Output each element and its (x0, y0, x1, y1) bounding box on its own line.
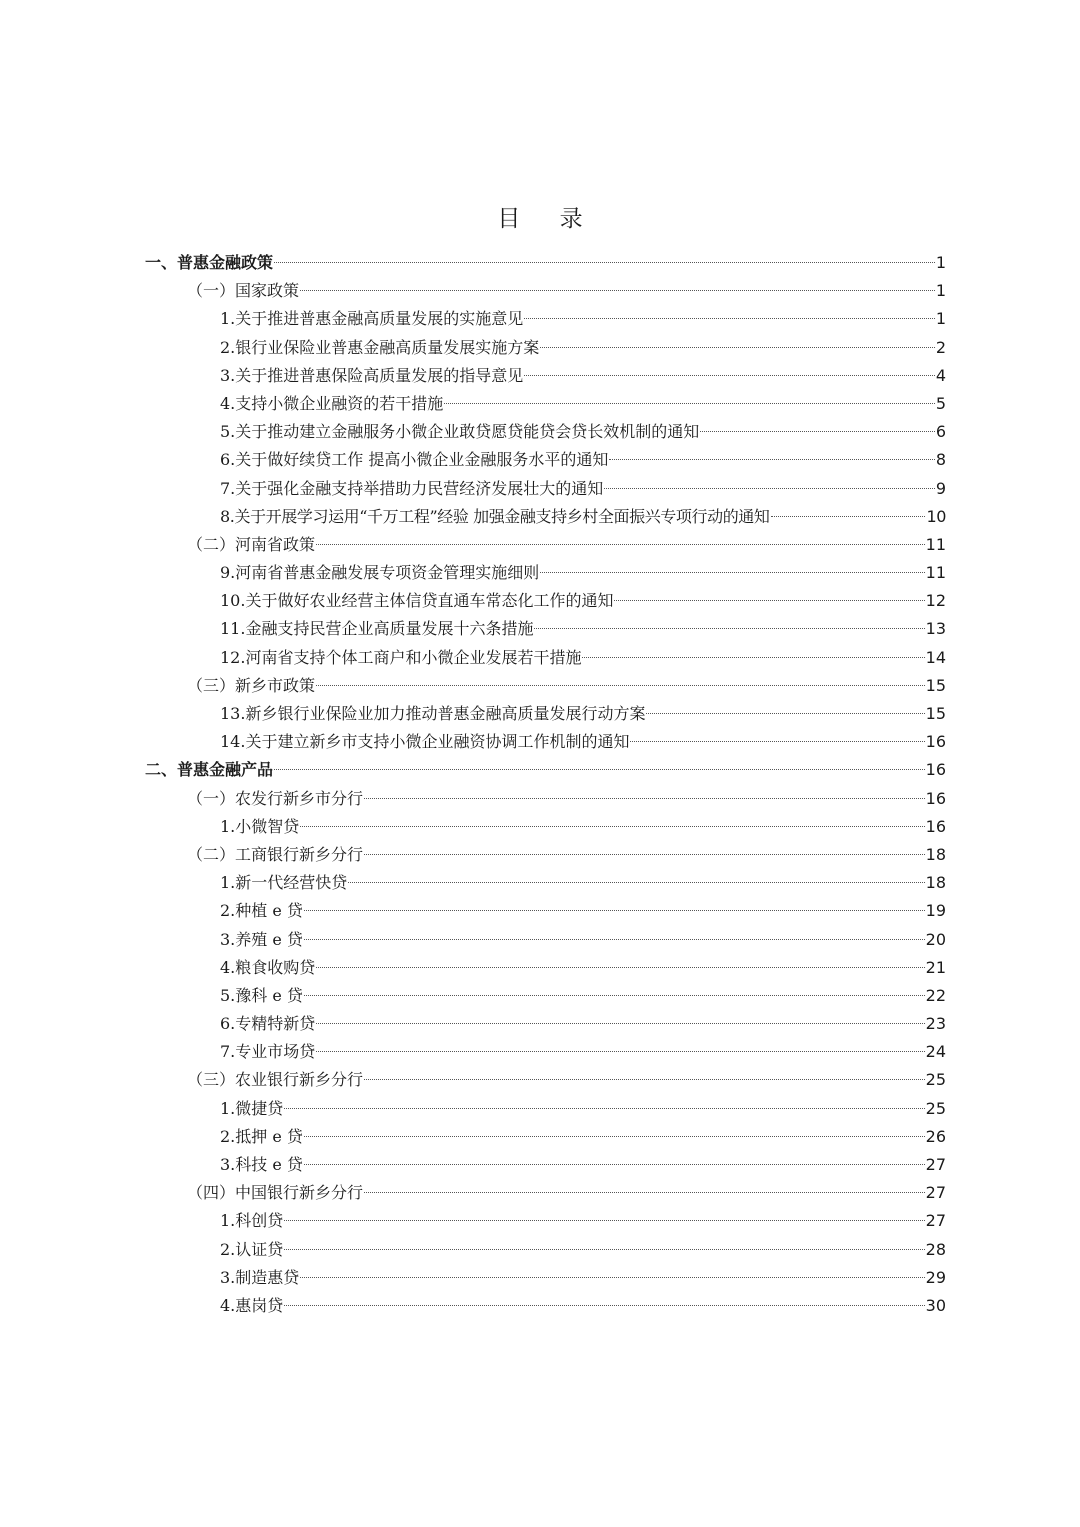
dot-leader (540, 572, 924, 573)
toc-chapter-entry[interactable] (0, 249, 1080, 277)
toc-page-number: 2 (935, 337, 946, 357)
dot-leader (300, 826, 924, 827)
toc-entry-title: 3.制造惠贷 (220, 1267, 300, 1287)
toc-page-number: 23 (925, 1014, 946, 1034)
dot-leader (771, 516, 926, 517)
dot-leader (316, 544, 925, 545)
toc-title: 目 录 (497, 206, 599, 232)
toc-page-number: 27 (925, 1155, 946, 1174)
table-of-contents (0, 249, 1080, 1320)
dot-leader (300, 290, 935, 291)
toc-item-entry[interactable] (0, 418, 1080, 446)
dot-leader (316, 1051, 924, 1052)
dot-leader (364, 854, 925, 855)
toc-item-entry[interactable] (0, 305, 1080, 333)
toc-item-entry[interactable] (0, 1264, 1080, 1292)
toc-entry-title: （二）河南省政策 (187, 534, 316, 554)
toc-section-entry[interactable] (0, 841, 1080, 869)
toc-page-number: 27 (925, 1211, 946, 1231)
toc-item-entry[interactable] (0, 587, 1080, 615)
toc-entry-title: （一）农发行新乡市分行 (187, 788, 364, 808)
toc-entry-title: 13.新乡银行业保险业加力推动普惠金融高质量发展行动方案 (220, 704, 646, 723)
toc-item-entry[interactable] (0, 615, 1080, 643)
toc-entry-title: （一）国家政策 (187, 281, 300, 301)
toc-item-entry[interactable] (0, 982, 1080, 1010)
toc-entry-title: 3.关于推进普惠保险高质量发展的指导意见 (220, 365, 524, 385)
toc-page-number: 10 (926, 506, 946, 526)
dot-leader (300, 1277, 924, 1278)
toc-page-number: 1 (935, 281, 946, 301)
toc-page-number: 21 (925, 957, 946, 977)
dot-leader (316, 1023, 924, 1024)
toc-page-number: 18 (925, 844, 946, 864)
dot-leader (304, 939, 925, 940)
toc-item-entry[interactable] (0, 390, 1080, 418)
toc-page-number: 8 (935, 450, 946, 470)
toc-entry-title: 5.豫科 e 贷 (220, 985, 303, 1005)
toc-item-entry[interactable] (0, 897, 1080, 925)
toc-chapter-entry[interactable] (0, 756, 1080, 784)
toc-page-number: 18 (925, 873, 946, 893)
toc-entry-title: 1.新一代经营快贷 (220, 873, 348, 893)
toc-entry-title: 2.认证贷 (220, 1239, 284, 1259)
toc-item-entry[interactable] (0, 869, 1080, 897)
dot-leader (609, 459, 934, 460)
dot-leader (304, 995, 925, 996)
toc-section-entry[interactable] (0, 672, 1080, 700)
toc-item-entry[interactable] (0, 503, 1080, 531)
toc-page-number: 15 (925, 704, 946, 723)
toc-item-entry[interactable] (0, 446, 1080, 474)
toc-entry-title: 6.关于做好续贷工作 提高小微企业金融服务水平的通知 (220, 450, 609, 470)
toc-page-number: 25 (925, 1070, 946, 1090)
toc-entry-title: 8.关于开展学习运用“千万工程”经验 加强金融支持乡村全面振兴专项行动的通知 (220, 506, 770, 526)
toc-section-entry[interactable] (0, 277, 1080, 305)
toc-page-number: 15 (925, 675, 946, 695)
toc-item-entry[interactable] (0, 954, 1080, 982)
toc-entry-title: 9.河南省普惠金融发展专项资金管理实施细则 (220, 563, 540, 583)
toc-item-entry[interactable] (0, 1236, 1080, 1264)
toc-section-entry[interactable] (0, 1066, 1080, 1094)
toc-page-number: 20 (925, 929, 946, 949)
dot-leader (540, 347, 935, 348)
toc-entry-title: 6.专精特新贷 (220, 1014, 316, 1034)
toc-page-number: 28 (925, 1239, 946, 1259)
toc-entry-title: 3.养殖 e 贷 (220, 929, 303, 949)
toc-page-number: 11 (925, 563, 946, 583)
toc-page-number: 13 (925, 619, 946, 639)
toc-page-number: 24 (925, 1042, 946, 1062)
dot-leader (524, 318, 935, 319)
toc-entry-title: 2.银行业保险业普惠金融高质量发展实施方案 (220, 337, 540, 357)
dot-leader (534, 628, 924, 629)
toc-entry-title: 5.关于推动建立金融服务小微企业敢贷愿贷能贷会贷长效机制的通知 (220, 422, 700, 442)
toc-item-entry[interactable] (0, 1010, 1080, 1038)
toc-item-entry[interactable] (0, 475, 1080, 503)
dot-leader (444, 403, 935, 404)
toc-page-number: 30 (925, 1295, 946, 1315)
toc-page-number: 29 (925, 1267, 946, 1287)
dot-leader (316, 685, 925, 686)
toc-item-entry[interactable] (0, 1095, 1080, 1123)
toc-entry-title: 一、普惠金融政策 (145, 253, 274, 272)
toc-page-number: 27 (925, 1183, 946, 1203)
toc-entry-title: 二、普惠金融产品 (145, 760, 274, 780)
dot-leader (274, 262, 935, 263)
toc-section-entry[interactable] (0, 531, 1080, 559)
dot-leader (284, 1108, 924, 1109)
dot-leader (284, 1220, 924, 1221)
toc-item-entry[interactable] (0, 1292, 1080, 1320)
toc-item-entry[interactable] (0, 813, 1080, 841)
toc-entry-title: 4.粮食收购贷 (220, 957, 316, 977)
toc-page-number: 9 (935, 478, 946, 498)
dot-leader (304, 910, 925, 911)
dot-leader (364, 1192, 925, 1193)
toc-page-number: 19 (925, 901, 946, 921)
toc-entry-title: 3.科技 e 贷 (220, 1155, 303, 1174)
toc-entry-title: 1.关于推进普惠金融高质量发展的实施意见 (220, 309, 524, 329)
dot-leader (630, 741, 924, 742)
dot-leader (274, 769, 925, 770)
toc-page-number: 22 (925, 985, 946, 1005)
toc-item-entry[interactable] (0, 1123, 1080, 1151)
dot-leader (304, 1164, 925, 1165)
toc-entry-title: （二）工商银行新乡分行 (187, 844, 364, 864)
toc-page-number: 14 (925, 647, 946, 667)
toc-item-entry[interactable] (0, 1207, 1080, 1235)
toc-item-entry[interactable] (0, 644, 1080, 672)
toc-page-number: 16 (925, 732, 946, 752)
toc-entry-title: 2.种植 e 贷 (220, 901, 303, 921)
dot-leader (284, 1249, 924, 1250)
toc-page-number: 11 (925, 534, 946, 554)
toc-entry-title: 1.小微智贷 (220, 816, 300, 836)
toc-entry-title: （三）农业银行新乡分行 (187, 1070, 364, 1090)
toc-entry-title: 4.惠岗贷 (220, 1295, 284, 1315)
dot-leader (524, 375, 935, 376)
toc-entry-title: 7.关于强化金融支持举措助力民营经济发展壮大的通知 (220, 478, 604, 498)
dot-leader (582, 657, 924, 658)
toc-entry-title: 11.金融支持民营企业高质量发展十六条措施 (220, 619, 534, 639)
toc-page-number: 26 (925, 1126, 946, 1146)
toc-entry-title: 1.科创贷 (220, 1211, 284, 1231)
toc-page-number: 25 (925, 1098, 946, 1118)
toc-item-entry[interactable] (0, 334, 1080, 362)
dot-leader (304, 1136, 925, 1137)
toc-entry-title: 1.微捷贷 (220, 1098, 284, 1118)
toc-item-entry[interactable] (0, 926, 1080, 954)
dot-leader (604, 488, 935, 489)
dot-leader (348, 882, 924, 883)
toc-page-number: 16 (925, 788, 946, 808)
toc-entry-title: （三）新乡市政策 (187, 675, 316, 695)
toc-page-number: 12 (925, 591, 946, 611)
toc-entry-title: 7.专业市场贷 (220, 1042, 316, 1062)
toc-section-entry[interactable] (0, 1179, 1080, 1207)
toc-entry-title: 4.支持小微企业融资的若干措施 (220, 393, 444, 413)
toc-page-number: 5 (935, 393, 946, 413)
toc-page-number: 1 (935, 309, 946, 329)
toc-entry-title: 12.河南省支持个体工商户和小微企业发展若干措施 (220, 647, 582, 667)
toc-page-number: 6 (935, 422, 946, 442)
toc-page-number: 1 (935, 253, 946, 272)
toc-page-number: 16 (925, 816, 946, 836)
toc-item-entry[interactable] (0, 362, 1080, 390)
toc-section-entry[interactable] (0, 785, 1080, 813)
toc-item-entry[interactable] (0, 1038, 1080, 1066)
toc-item-entry[interactable] (0, 700, 1080, 728)
toc-item-entry[interactable] (0, 728, 1080, 756)
dot-leader (646, 713, 924, 714)
dot-leader (284, 1305, 924, 1306)
dot-leader (316, 967, 924, 968)
toc-item-entry[interactable] (0, 1151, 1080, 1179)
toc-entry-title: 10.关于做好农业经营主体信贷直通车常态化工作的通知 (220, 591, 614, 611)
toc-entry-title: 14.关于建立新乡市支持小微企业融资协调工作机制的通知 (220, 732, 630, 752)
dot-leader (614, 600, 924, 601)
dot-leader (364, 1079, 925, 1080)
dot-leader (364, 798, 925, 799)
toc-page-number: 4 (935, 365, 946, 385)
toc-item-entry[interactable] (0, 559, 1080, 587)
dot-leader (700, 431, 935, 432)
toc-entry-title: 2.抵押 e 贷 (220, 1126, 303, 1146)
toc-entry-title: （四）中国银行新乡分行 (187, 1183, 364, 1203)
toc-page-number: 16 (925, 760, 946, 780)
